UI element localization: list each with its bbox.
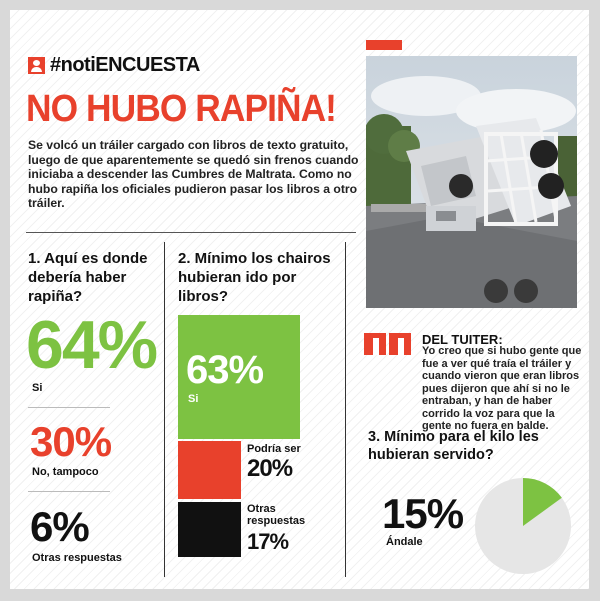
- page-title: NO HUBO RAPIÑA!: [26, 88, 336, 130]
- accent-bar: [366, 40, 402, 50]
- section-divider: [26, 232, 356, 233]
- tuiter-quote: Yo creo que si hubo gente que fue a ver qué traía el tráiler y cuando vieron que eran libros pues dijeron que ahí si no le entraban, y han de haber corrido la voz para que la gente no fuera en balde.: [422, 345, 582, 432]
- poll3-label: Ándale: [386, 536, 423, 548]
- overturned-truck-photo: [366, 56, 577, 308]
- poll3-value: 15%: [382, 490, 464, 537]
- column-divider: [345, 242, 346, 577]
- poll1-question: 1. Aquí es donde debería haber rapiña?: [28, 250, 148, 305]
- poll1-result-3-value: 6%: [30, 503, 89, 550]
- poll2-result-3-label: Otras respuestas: [247, 503, 306, 527]
- poll1-result-2-label: No, tampoco: [32, 466, 99, 478]
- poll1-divider: [28, 407, 110, 408]
- poll1-result-1-value: 64%: [26, 307, 157, 383]
- quote-icon: [364, 333, 411, 355]
- poll1-result-1-label: Si: [32, 382, 43, 394]
- column-divider: [164, 242, 165, 577]
- poll2-result-2-value: 20%: [247, 455, 293, 482]
- intro-text: Se volcó un tráiler cargado con libros de texto gratuito, luego de que aparentemente se quedó sin frenos cuando iniciaba a descender las Cumbres de Maltrata. Como no hubo rapiña los oficiales pudieron pasar los libros a otro tráiler.: [28, 138, 359, 211]
- user-icon: [28, 57, 45, 74]
- poll2-bar-otras: [178, 502, 241, 557]
- infographic-card: [10, 10, 589, 589]
- poll2-result-2-label: Podría ser: [247, 443, 301, 455]
- poll2-bar-podria: [178, 441, 241, 499]
- poll2-result-1-label: Si: [188, 393, 199, 405]
- poll1-result-2-value: 30%: [30, 418, 112, 465]
- hashtag-label: #notiENCUESTA: [50, 54, 200, 76]
- poll1-divider: [28, 491, 110, 492]
- tuiter-label: DEL TUITER:: [422, 332, 503, 347]
- poll3-question: 3. Mínimo para el kilo les hubieran servido?: [368, 429, 539, 463]
- poll2-result-3-value: 17%: [247, 529, 289, 554]
- poll2-question: 2. Mínimo los chairos hubieran ido por libros?: [178, 250, 331, 305]
- poll3-pie-chart: [463, 476, 583, 576]
- poll2-result-1-value: 63%: [186, 348, 264, 392]
- poll1-result-3-label: Otras respuestas: [32, 552, 122, 564]
